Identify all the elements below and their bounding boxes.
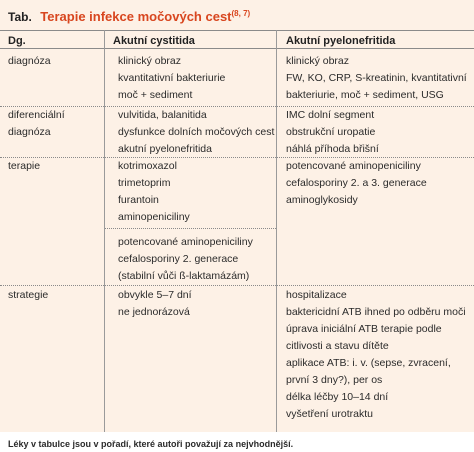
list-item: úprava iniciální ATB terapie podle <box>286 323 442 335</box>
terapie-pyelonefritida <box>286 158 427 209</box>
header-cystitida: Akutní cystitida <box>113 35 195 47</box>
list-item: citlivosti a stavu dítěte <box>286 340 389 352</box>
list-item: délka léčby 10–14 dní <box>286 391 389 403</box>
list-item: kvantitativní bakteriurie <box>118 72 226 84</box>
list-item: IMC dolní segment <box>286 109 375 121</box>
header-pyelonefritida: Akutní pyelonefritida <box>286 35 396 47</box>
rule-row-3 <box>0 285 474 286</box>
diferencialni-cystitida <box>118 107 274 158</box>
list-item: první 3 dny?), per os <box>286 374 383 386</box>
terapie-cystitida-second-line <box>118 234 253 285</box>
list-item: furantoin <box>118 194 159 206</box>
row-label-terapie: terapie <box>8 160 41 172</box>
list-item: cefalosporiny 2. a 3. generace <box>286 177 427 189</box>
rule-top <box>0 30 474 31</box>
row-label-strategie: strategie <box>8 289 49 301</box>
list-item: akutní pyelonefritida <box>118 143 212 155</box>
rule-therapy-split <box>104 228 276 229</box>
col-divider-2 <box>276 30 277 432</box>
list-item: moč + sediment <box>118 89 193 101</box>
row-label-diferencialni: diferenciální diagnóza <box>8 109 65 138</box>
list-item: aplikace ATB: i. v. (sepse, zvracení, <box>286 357 451 369</box>
table-footnote: Léky v tabulce jsou v pořadí, které autoři považují za nejvhodnější. <box>8 439 294 449</box>
list-item: vulvitida, balanitida <box>118 109 207 121</box>
list-item: vyšetření urotraktu <box>286 408 373 420</box>
terapie-cystitida-first-line <box>118 158 190 226</box>
list-item: hospitalizace <box>286 289 347 301</box>
list-item: klinický obraz <box>286 55 350 67</box>
list-item: bakteriurie, moč + sediment, USG <box>286 89 444 101</box>
diagnoza-cystitida <box>118 53 225 104</box>
list-item: ne jednorázová <box>118 306 190 318</box>
table-refs: (8, 7) <box>231 9 251 18</box>
list-item: aminoglykosidy <box>286 194 358 206</box>
diagnoza-pyelonefritida <box>286 53 467 104</box>
table-prefix: Tab. <box>8 10 32 25</box>
list-item: kotrimoxazol <box>118 160 177 172</box>
header-dg: Dg. <box>8 35 26 47</box>
list-item: dysfunkce dolních močových cest <box>118 126 275 138</box>
table-title <box>8 9 250 24</box>
rule-header <box>0 48 474 49</box>
list-item: obvykle 5–7 dní <box>118 289 192 301</box>
table-name: Terapie infekce močových cest <box>40 9 232 25</box>
list-item: (stabilní vůči ß-laktamázám) <box>118 270 250 282</box>
col-divider-1 <box>104 30 105 432</box>
list-item: potencované aminopeniciliny <box>118 236 253 248</box>
list-item: aminopeniciliny <box>118 211 190 223</box>
strategie-pyelonefritida <box>286 287 466 423</box>
list-item: obstrukční uropatie <box>286 126 376 138</box>
list-item: trimetoprim <box>118 177 171 189</box>
list-item: FW, KO, CRP, S-kreatinin, kvantitativní <box>286 72 467 84</box>
list-item: potencované aminopeniciliny <box>286 160 421 172</box>
row-label-diagnoza: diagnóza <box>8 55 51 67</box>
list-item: klinický obraz <box>118 55 182 67</box>
list-item: cefalosporiny 2. generace <box>118 253 239 265</box>
strategie-cystitida <box>118 287 192 321</box>
list-item: baktericidní ATB ihned po odběru moči <box>286 306 466 318</box>
diferencialni-pyelonefritida <box>286 107 379 158</box>
list-item: náhlá příhoda břišní <box>286 143 379 155</box>
